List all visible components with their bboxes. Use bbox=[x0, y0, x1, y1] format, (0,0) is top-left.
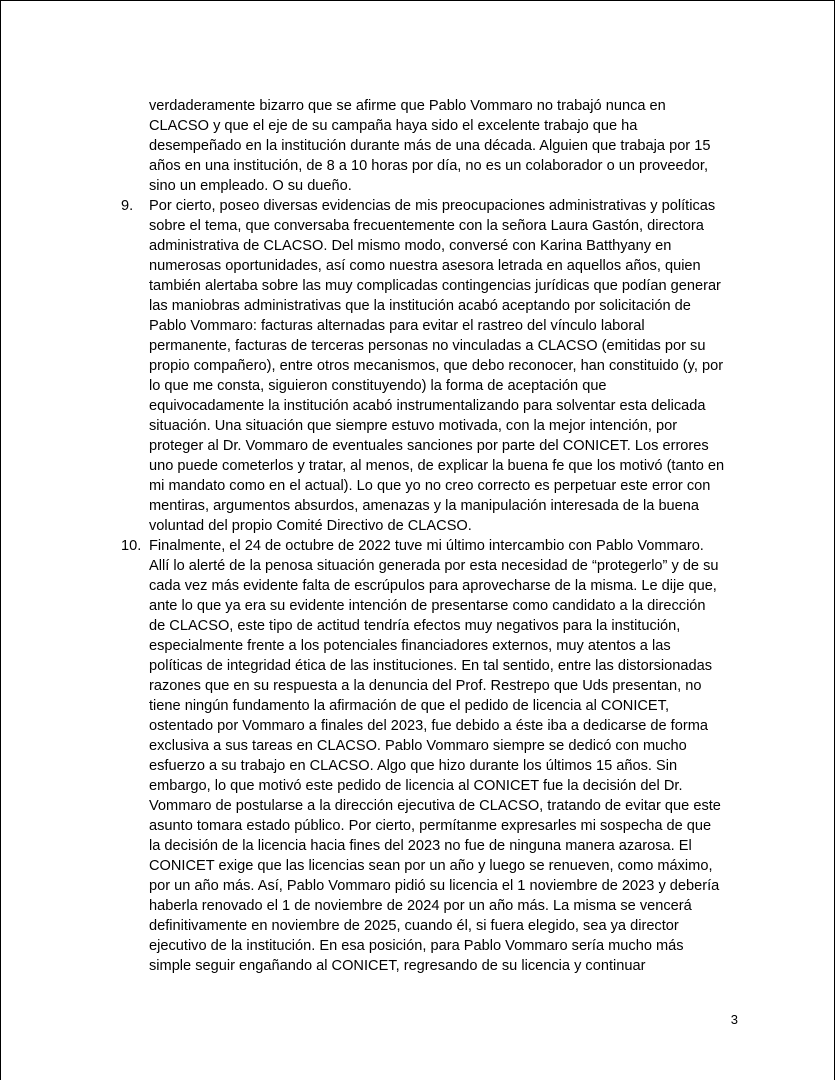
text-line: desempeñado en la institución durante más de una década. Alguien que trabaja por 15 bbox=[149, 138, 711, 154]
text-line: uno puede cometerlos y tratar, al menos, de explicar la buena fe que los motivó (tanto en bbox=[149, 458, 725, 474]
text-line: propio compañero), entre otros mecanismos, que debo reconocer, han constituido (y, por bbox=[149, 358, 724, 374]
text-line: ante lo que ya era su evidente intención de presentarse como candidato a la dirección bbox=[149, 598, 706, 614]
text-line: definitivamente en noviembre de 2025, cuando él, si fuera elegido, sea ya director bbox=[149, 918, 679, 934]
page-number: 3 bbox=[730, 1012, 738, 1027]
text-line: Pablo Vommaro: facturas alternadas para evitar el rastreo del vínculo laboral bbox=[149, 318, 645, 334]
text-line: mi mandato como en el actual). Lo que yo no creo correcto es perpetuar este error con bbox=[149, 478, 711, 494]
text-line: ejecutivo de la institución. En esa posición, para Pablo Vommaro sería mucho más bbox=[149, 938, 684, 954]
text-line: la decisión de la licencia hacia fines del 2023 no fue de ninguna manera azarosa. El bbox=[149, 838, 692, 854]
text-line: CLACSO y que el eje de su campaña haya sido el excelente trabajo que ha bbox=[149, 118, 638, 134]
text-line: mentiras, argumentos absurdos, amenazas y la manipulación interesada de la buena bbox=[149, 498, 700, 514]
text-line: CONICET exige que las licencias sean por un año y luego se renueven, como máximo, bbox=[149, 858, 713, 874]
text-line: las maniobras administrativas que la institución acabó aceptando por solicitación de bbox=[149, 298, 691, 314]
text-line: esfuerzo a su trabajo en CLACSO. Algo que hizo durante los últimos 15 años. Sin bbox=[149, 758, 678, 774]
text-line: Finalmente, el 24 de octubre de 2022 tuve mi último intercambio con Pablo Vommaro. bbox=[149, 538, 704, 554]
text-line: cada vez más evidente falta de escrúpulos para aprovecharse de la misma. Le dije que, bbox=[149, 578, 717, 594]
text-line: especialmente frente a los potenciales financiadores externos, muy atentos a las bbox=[149, 638, 671, 654]
text-line: Vommaro de postularse a la dirección ejecutiva de CLACSO, tratando de evitar que este bbox=[149, 798, 721, 814]
text-line: razones que en su respuesta a la denuncia del Prof. Restrepo que Uds presentan, no bbox=[149, 678, 702, 694]
text-line: verdaderamente bizarro que se afirme que Pablo Vommaro no trabajó nunca en bbox=[149, 98, 666, 114]
text-line: también alertaba sobre las muy complicadas contingencias jurídicas que podían generar bbox=[149, 278, 721, 294]
document-body bbox=[121, 96, 749, 976]
text-line: equivocadamente la institución acabó instrumentalizando para solventar esta delicada bbox=[149, 398, 706, 414]
text-line: años en una institución, de 8 a 10 horas por día, no es un colaborador o un proveedor, bbox=[149, 158, 709, 174]
text-line: situación. Una situación que siempre estuvo motivada, con la mejor intención, por bbox=[149, 418, 678, 434]
text-line: exclusiva a sus tareas en CLACSO. Pablo Vommaro siempre se dedicó con mucho bbox=[149, 738, 687, 754]
text-line: Allí lo alerté de la penosa situación generada por esta necesidad de “protegerlo” y de su bbox=[149, 558, 719, 574]
text-line: permanente, facturas de terceras personas no vinculadas a CLACSO (emitidas por su bbox=[149, 338, 706, 354]
list-item-number: 9. bbox=[121, 198, 134, 214]
text-line: de CLACSO, este tipo de actitud tendría efectos muy negativos para la institución, bbox=[149, 618, 681, 634]
text-line: embargo, lo que motivó este pedido de licencia al CONICET fue la decisión del Dr. bbox=[149, 778, 683, 794]
text-line: sino un empleado. O su dueño. bbox=[149, 178, 352, 194]
list-item-10 bbox=[121, 536, 749, 976]
list-item-number: 10. bbox=[121, 538, 142, 554]
continuation-paragraph bbox=[149, 96, 749, 196]
text-line: lo que me consta, siguieron constituyendo) la forma de aceptación que bbox=[149, 378, 607, 394]
text-line: asunto tomara estado público. Por cierto, permítanme expresarles mi sospecha de que bbox=[149, 818, 712, 834]
text-line: simple seguir engañando al CONICET, regresando de su licencia y continuar bbox=[149, 958, 646, 974]
text-line: sobre el tema, que conversaba frecuentemente con la señora Laura Gastón, directora bbox=[149, 218, 704, 234]
text-line: Por cierto, poseo diversas evidencias de mis preocupaciones administrativas y políticas bbox=[149, 198, 716, 214]
text-line: numerosas oportunidades, así como nuestra asesora letrada en aquellos años, quien bbox=[149, 258, 701, 274]
text-line: administrativa de CLACSO. Del mismo modo, conversé con Karina Batthyany en bbox=[149, 238, 672, 254]
text-line: haberla renovado el 1 de noviembre de 2024 por un año más. La misma se vencerá bbox=[149, 898, 692, 914]
text-line: ostentado por Vommaro a finales del 2023, fue debido a éste iba a dedicarse de forma bbox=[149, 718, 708, 734]
text-line: proteger al Dr. Vommaro de eventuales sanciones por parte del CONICET. Los errores bbox=[149, 438, 709, 454]
text-line: voluntad del propio Comité Directivo de CLACSO. bbox=[149, 518, 472, 534]
text-line: políticas de integridad ética de las instituciones. En tal sentido, entre las distorsionadas bbox=[149, 658, 712, 674]
text-line: tiene ningún fundamento la afirmación de que el pedido de licencia al CONICET, bbox=[149, 698, 670, 714]
text-line: por un año más. Así, Pablo Vommaro pidió su licencia el 1 noviembre de 2023 y debería bbox=[149, 878, 720, 894]
list-item-9 bbox=[121, 196, 749, 536]
